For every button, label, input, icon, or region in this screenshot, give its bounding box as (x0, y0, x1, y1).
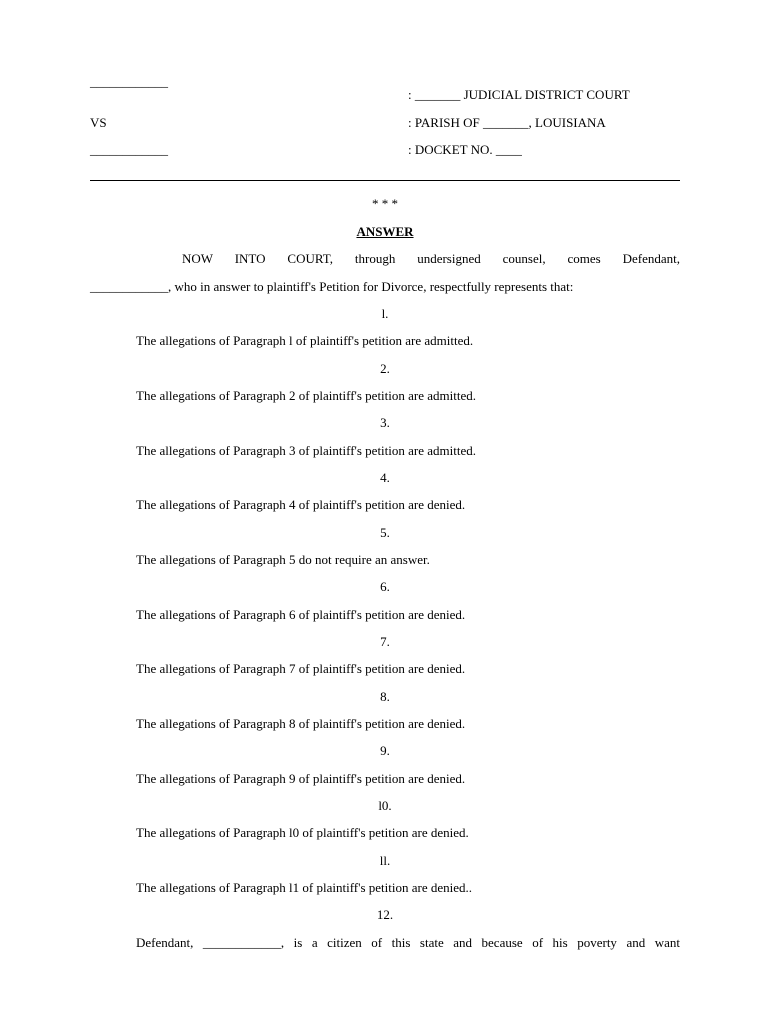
caption-divider (90, 180, 680, 181)
paragraph-number: 12. (376, 907, 394, 922)
paragraph-text: The allegations of Paragraph l0 of plaintiff's petition are denied. (136, 825, 469, 840)
paragraph-number: 7. (380, 634, 390, 649)
paragraph-number: 3. (380, 415, 390, 430)
paragraph-text: The allegations of Paragraph 5 do not require an answer. (136, 552, 430, 567)
paragraph-text: The allegations of Paragraph 2 of plaintiff's petition are admitted. (136, 388, 476, 403)
vs-label: VS (90, 115, 107, 130)
paragraph-number: 4. (380, 470, 390, 485)
paragraph-number: 9. (380, 743, 390, 758)
paragraph-text: The allegations of Paragraph 6 of plaintiff's petition are denied. (136, 607, 466, 622)
paragraph-number: 5. (380, 525, 390, 540)
paragraph-text: The allegations of Paragraph l1 of plaintiff's petition are denied.. (136, 880, 473, 895)
document-title: ANSWER (356, 224, 414, 239)
paragraph-text: The allegations of Paragraph 4 of plaintiff's petition are denied. (136, 497, 466, 512)
paragraph-text: The allegations of Paragraph 8 of plaintiff's petition are denied. (136, 716, 466, 731)
defendant-name-blank: ____________ (90, 142, 168, 157)
paragraph-text: The allegations of Paragraph l of plaintiff's petition are admitted. (136, 333, 474, 348)
intro-line-1: NOW INTO COURT, through undersigned counsel, comes Defendant, (182, 251, 680, 266)
paragraph-text: Defendant, ____________, is a citizen of this state and because of his poverty and want (136, 935, 680, 950)
paragraph-number: l. (381, 306, 389, 321)
parish-line: : PARISH OF _______, LOUISIANA (408, 115, 606, 130)
intro-line-2: ____________, who in answer to plaintiff's Petition for Divorce, respectfully represents that: (90, 279, 574, 294)
docket-line: : DOCKET NO. ____ (408, 142, 522, 157)
paragraph-text: The allegations of Paragraph 3 of plaintiff's petition are admitted. (136, 443, 476, 458)
plaintiff-name-blank: ____________ (90, 74, 168, 89)
paragraph-number: l0. (378, 798, 392, 813)
paragraph-text: The allegations of Paragraph 9 of plaintiff's petition are denied. (136, 771, 466, 786)
paragraph-text: The allegations of Paragraph 7 of plaintiff's petition are denied. (136, 661, 466, 676)
separator-stars: * * * (372, 196, 398, 211)
court-line: : _______ JUDICIAL DISTRICT COURT (408, 87, 630, 102)
paragraph-number: 6. (380, 579, 390, 594)
paragraph-number: 8. (380, 689, 390, 704)
paragraph-number: ll. (379, 853, 391, 868)
paragraph-number: 2. (380, 361, 390, 376)
